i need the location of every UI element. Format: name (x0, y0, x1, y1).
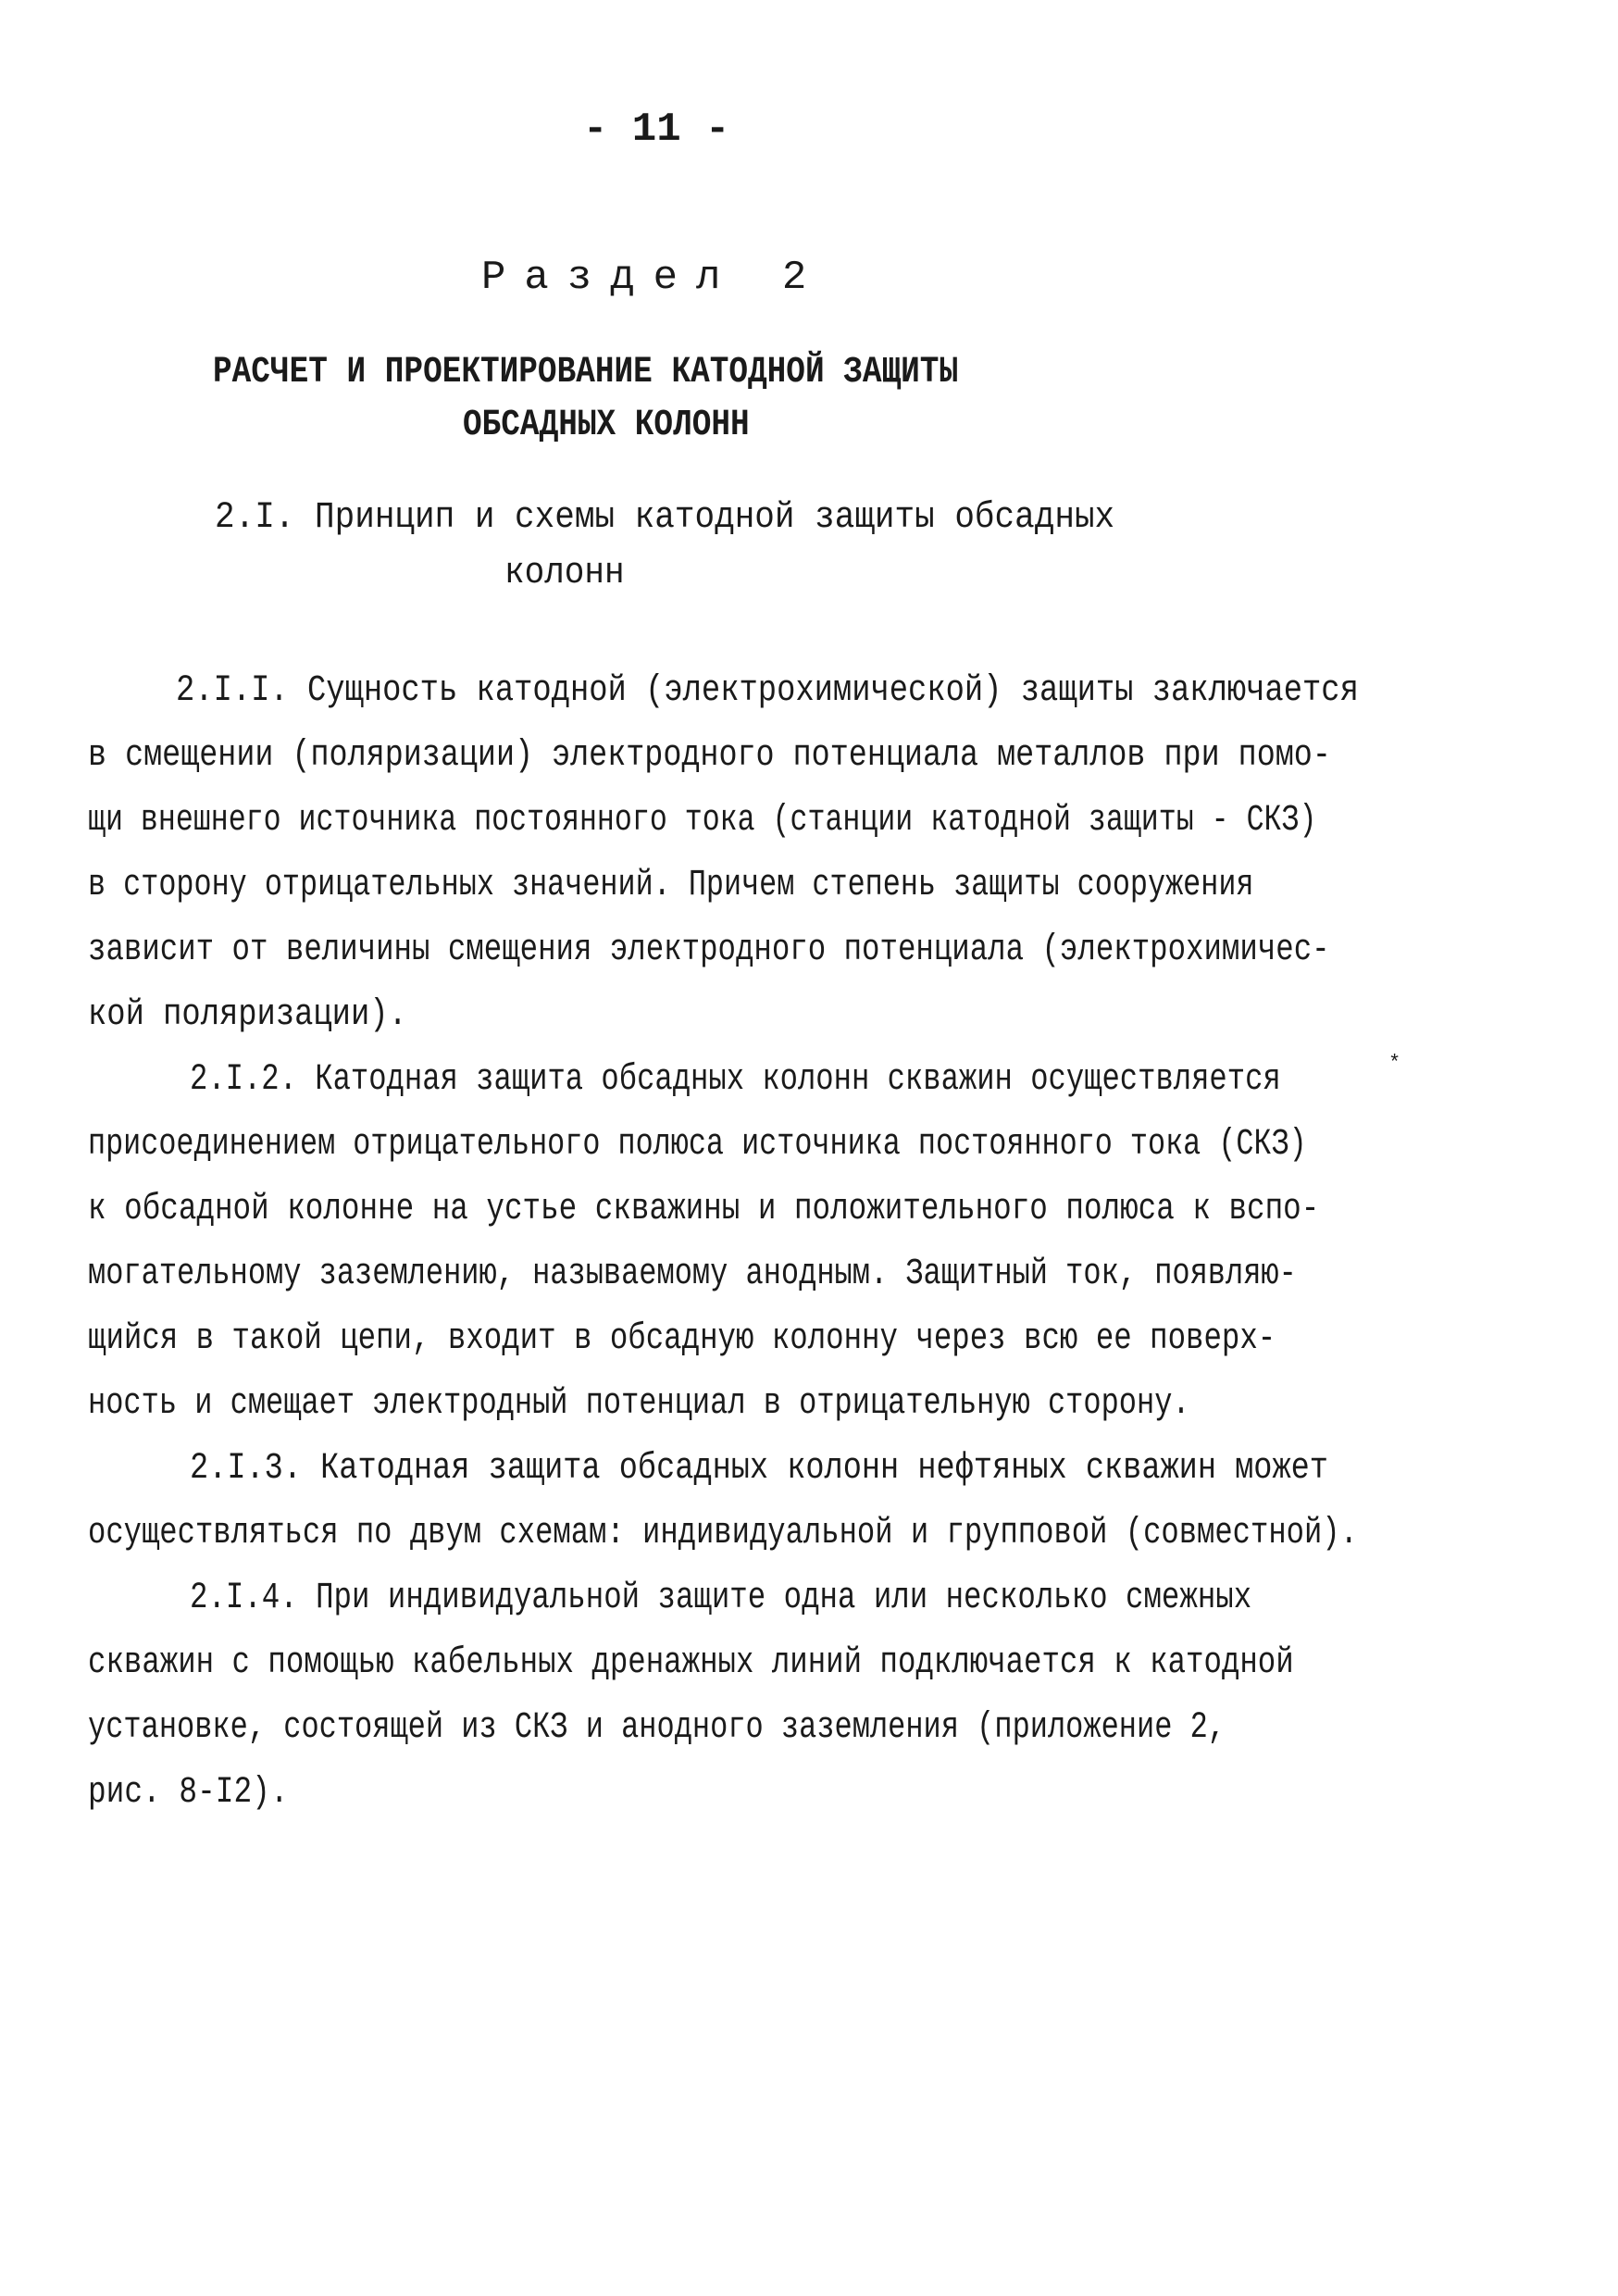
paragraph-2-1-4-line-4: рис. 8-I2). (88, 1772, 289, 1814)
paragraph-2-1-1-line-6: кой поляризации). (88, 994, 407, 1036)
paragraph-2-1-2-line-6: ность и смещает электродный потенциал в отрицательную сторону. (88, 1383, 1190, 1425)
paragraph-2-1-2-line-2: присоединением отрицательного полюса источника постоянного тока (СКЗ) (88, 1124, 1307, 1166)
paragraph-2-1-1-line-4: в сторону отрицательных значений. Причем степень защиты сооружения (88, 865, 1254, 906)
paragraph-2-1-2-line-5: щийся в такой цепи, входит в обсадную колонну через всю ее поверх- (88, 1318, 1276, 1360)
subsection-title-line-1: 2.I. Принцип и схемы катодной защиты обсадных (215, 497, 1115, 539)
paragraph-2-1-3-line-2: осуществляться по двум схемам: индивидуальной и групповой (совместной). (88, 1513, 1358, 1554)
paragraph-2-1-3-line-1: 2.I.3. Катодная защита обсадных колонн нефтяных скважин может (190, 1448, 1328, 1490)
paragraph-2-1-2-line-4: могательному заземлению, называемому анодным. Защитный ток, появляю- (88, 1254, 1297, 1295)
paragraph-2-1-4-line-2: скважин с помощью кабельных дренажных линий подключается к катодной (88, 1642, 1294, 1684)
paragraph-2-1-2-line-1: 2.I.2. Катодная защита обсадных колонн скважин осуществляется (190, 1059, 1281, 1101)
section-label: Раздел 2 (481, 255, 826, 301)
subsection-title-line-2: колонн (504, 553, 625, 594)
paragraph-2-1-4-line-3: установке, состоящей из СКЗ и анодного заземления (приложение 2, (88, 1707, 1226, 1749)
paragraph-2-1-2-line-3: к обсадной колонне на устье скважины и положительного полюса к вспо- (88, 1189, 1320, 1230)
footnote-mark: * (1388, 1052, 1401, 1075)
paragraph-2-1-1-line-2: в смещении (поляризации) электродного потенциала металлов при помо- (88, 735, 1331, 777)
page-number: - 11 - (583, 106, 730, 153)
paragraph-2-1-1-line-5: зависит от величины смещения электродного потенциала (электрохимичес- (88, 930, 1330, 971)
section-title-line-2: ОБСАДНЫХ КОЛОНН (463, 405, 750, 446)
paragraph-2-1-1-line-3: щи внешнего источника постоянного тока (станции катодной защиты - СКЗ) (88, 800, 1317, 842)
section-title-line-1: РАСЧЕТ И ПРОЕКТИРОВАНИЕ КАТОДНОЙ ЗАЩИТЫ (213, 352, 959, 393)
paragraph-2-1-4-line-1: 2.I.4. При индивидуальной защите одна или несколько смежных (190, 1578, 1252, 1619)
paragraph-2-1-1-line-1: 2.I.I. Сущность катодной (электрохимической) защиты заключается (176, 670, 1359, 712)
